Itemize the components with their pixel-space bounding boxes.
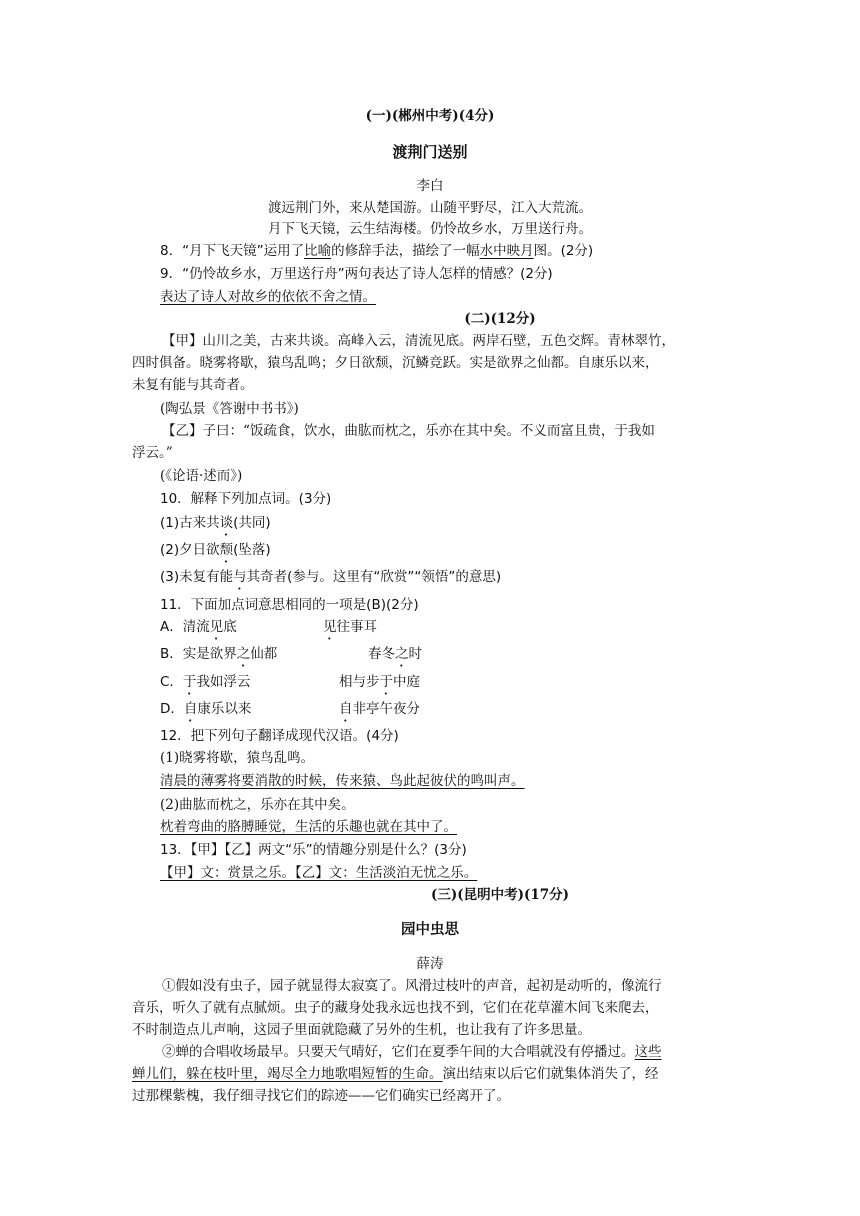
question-10-3: (3)未复有能与其奇者(参与。这里有“欣赏”“领悟”的意思) [160, 569, 502, 585]
question-8: 8．“月下飞天镜”运用了比喻的修辞手法，描绘了一幅水中映月图。(2分) [160, 243, 594, 259]
paragraph-1-line-2: 音乐，听久了就有点腻烦。虫子的藏身处我永远也找不到，它们在花草灌木间飞来爬去， [132, 1000, 659, 1016]
paragraph-2-line-3: 过那棵紫槐，我仔细寻找它们的踪迹——它们确实已经离开了。 [132, 1088, 510, 1104]
jia-text-line-3: 未复有能与其奇者。 [132, 377, 254, 393]
option-b-left: B．实是欲界之仙都 [160, 646, 278, 662]
jia-source: (陶弘景《答谢中书书》) [160, 401, 299, 417]
section-header-1: (一)(郴州中考)(4分) [365, 108, 495, 124]
poem-line-1: 渡远荆门外，来从楚国游。山随平野尽，江入大荒流。 [268, 200, 592, 216]
question-13: 13．【甲】【乙】两文“乐”的情趣分别是什么？(3分) [160, 842, 467, 858]
section-header-3: (三)(昆明中考)(17分) [430, 887, 570, 903]
yi-text-line-1: 【乙】子曰：“饭疏食，饮水，曲肱而枕之，乐亦在其中矣。不义而富且贵，于我如 [162, 423, 655, 439]
option-d-right: 自非亭午夜分 [339, 701, 420, 717]
answer-12-2: 枕着弯曲的胳膊睡觉，生活的乐趣也就在其中了。 [160, 819, 457, 835]
option-d-left: D．自康乐以来 [160, 701, 252, 717]
question-12-1: (1)晓雾将歇，猿鸟乱鸣。 [160, 750, 315, 766]
option-a-left: A．清流见底 [160, 619, 237, 635]
paragraph-1-line-3: 不时制造点儿声响，这园子里面就隐藏了另外的生机，也让我有了许多思量。 [132, 1022, 591, 1038]
answer-12-1: 清晨的薄雾将要消散的时候，传来猿、鸟此起彼伏的鸣叫声。 [160, 773, 525, 789]
paragraph-2-line-1: ②蝉的合唱收场最早。只要天气晴好，它们在夏季午间的大合唱就没有停播过。这些 [162, 1044, 662, 1060]
poem-author: 李白 [416, 178, 444, 194]
poem-title: 渡荆门送别 [392, 143, 468, 161]
question-12-2: (2)曲肱而枕之，乐亦在其中矣。 [160, 797, 355, 813]
answer-13: 【甲】文：赏景之乐。【乙】文：生活淡泊无忧之乐。 [160, 865, 478, 881]
question-9: 9．“仍怜故乡水，万里送行舟”两句表达了诗人怎样的情感？(2分) [160, 266, 553, 282]
poem-line-2: 月下飞天镜，云生结海楼。仍怜故乡水，万里送行舟。 [268, 221, 592, 237]
paragraph-2-line-2: 蝉儿们，躲在枝叶里，竭尽全力地歌唱短暂的生命。演出结束以后它们就集体消失了，经 [132, 1066, 659, 1082]
option-c-left: C．于我如浮云 [160, 674, 251, 690]
yi-source: (《论语·述而》) [160, 468, 243, 484]
jia-text-line-1: 【甲】山川之美，古来共谈。高峰入云，清流见底。两岸石壁，五色交辉。青林翠竹， [162, 333, 675, 349]
answer-9: 表达了诗人对故乡的依依不舍之情。 [160, 289, 376, 305]
question-10-2: (2)夕日欲颓(坠落) [160, 542, 271, 558]
paragraph-1-line-1: ①假如没有虫子，园子就显得太寂寞了。风滑过枝叶的声音，起初是动听的，像流行 [162, 978, 662, 994]
article-author: 薛涛 [416, 956, 444, 972]
section-header-2: (二)(12分) [464, 311, 536, 327]
article-title: 园中虫思 [401, 922, 459, 938]
yi-text-line-2: 浮云。” [132, 445, 173, 461]
question-12: 12．把下列句子翻译成现代汉语。(4分) [160, 728, 399, 744]
question-10-1: (1)古来共谈(共同) [160, 515, 271, 531]
option-c-right: 相与步于中庭 [339, 674, 420, 690]
option-b-right: 春冬之时 [368, 646, 422, 662]
question-10: 10．解释下列加点词。(3分) [160, 491, 332, 507]
question-11: 11．下面加点词意思相同的一项是(B)(2分) [160, 597, 419, 613]
option-a-right: 见往事耳 [323, 619, 377, 635]
jia-text-line-2: 四时俱备。晓雾将歇，猿鸟乱鸣；夕日欲颓，沉鳞竞跃。实是欲界之仙都。自康乐以来， [132, 355, 659, 371]
